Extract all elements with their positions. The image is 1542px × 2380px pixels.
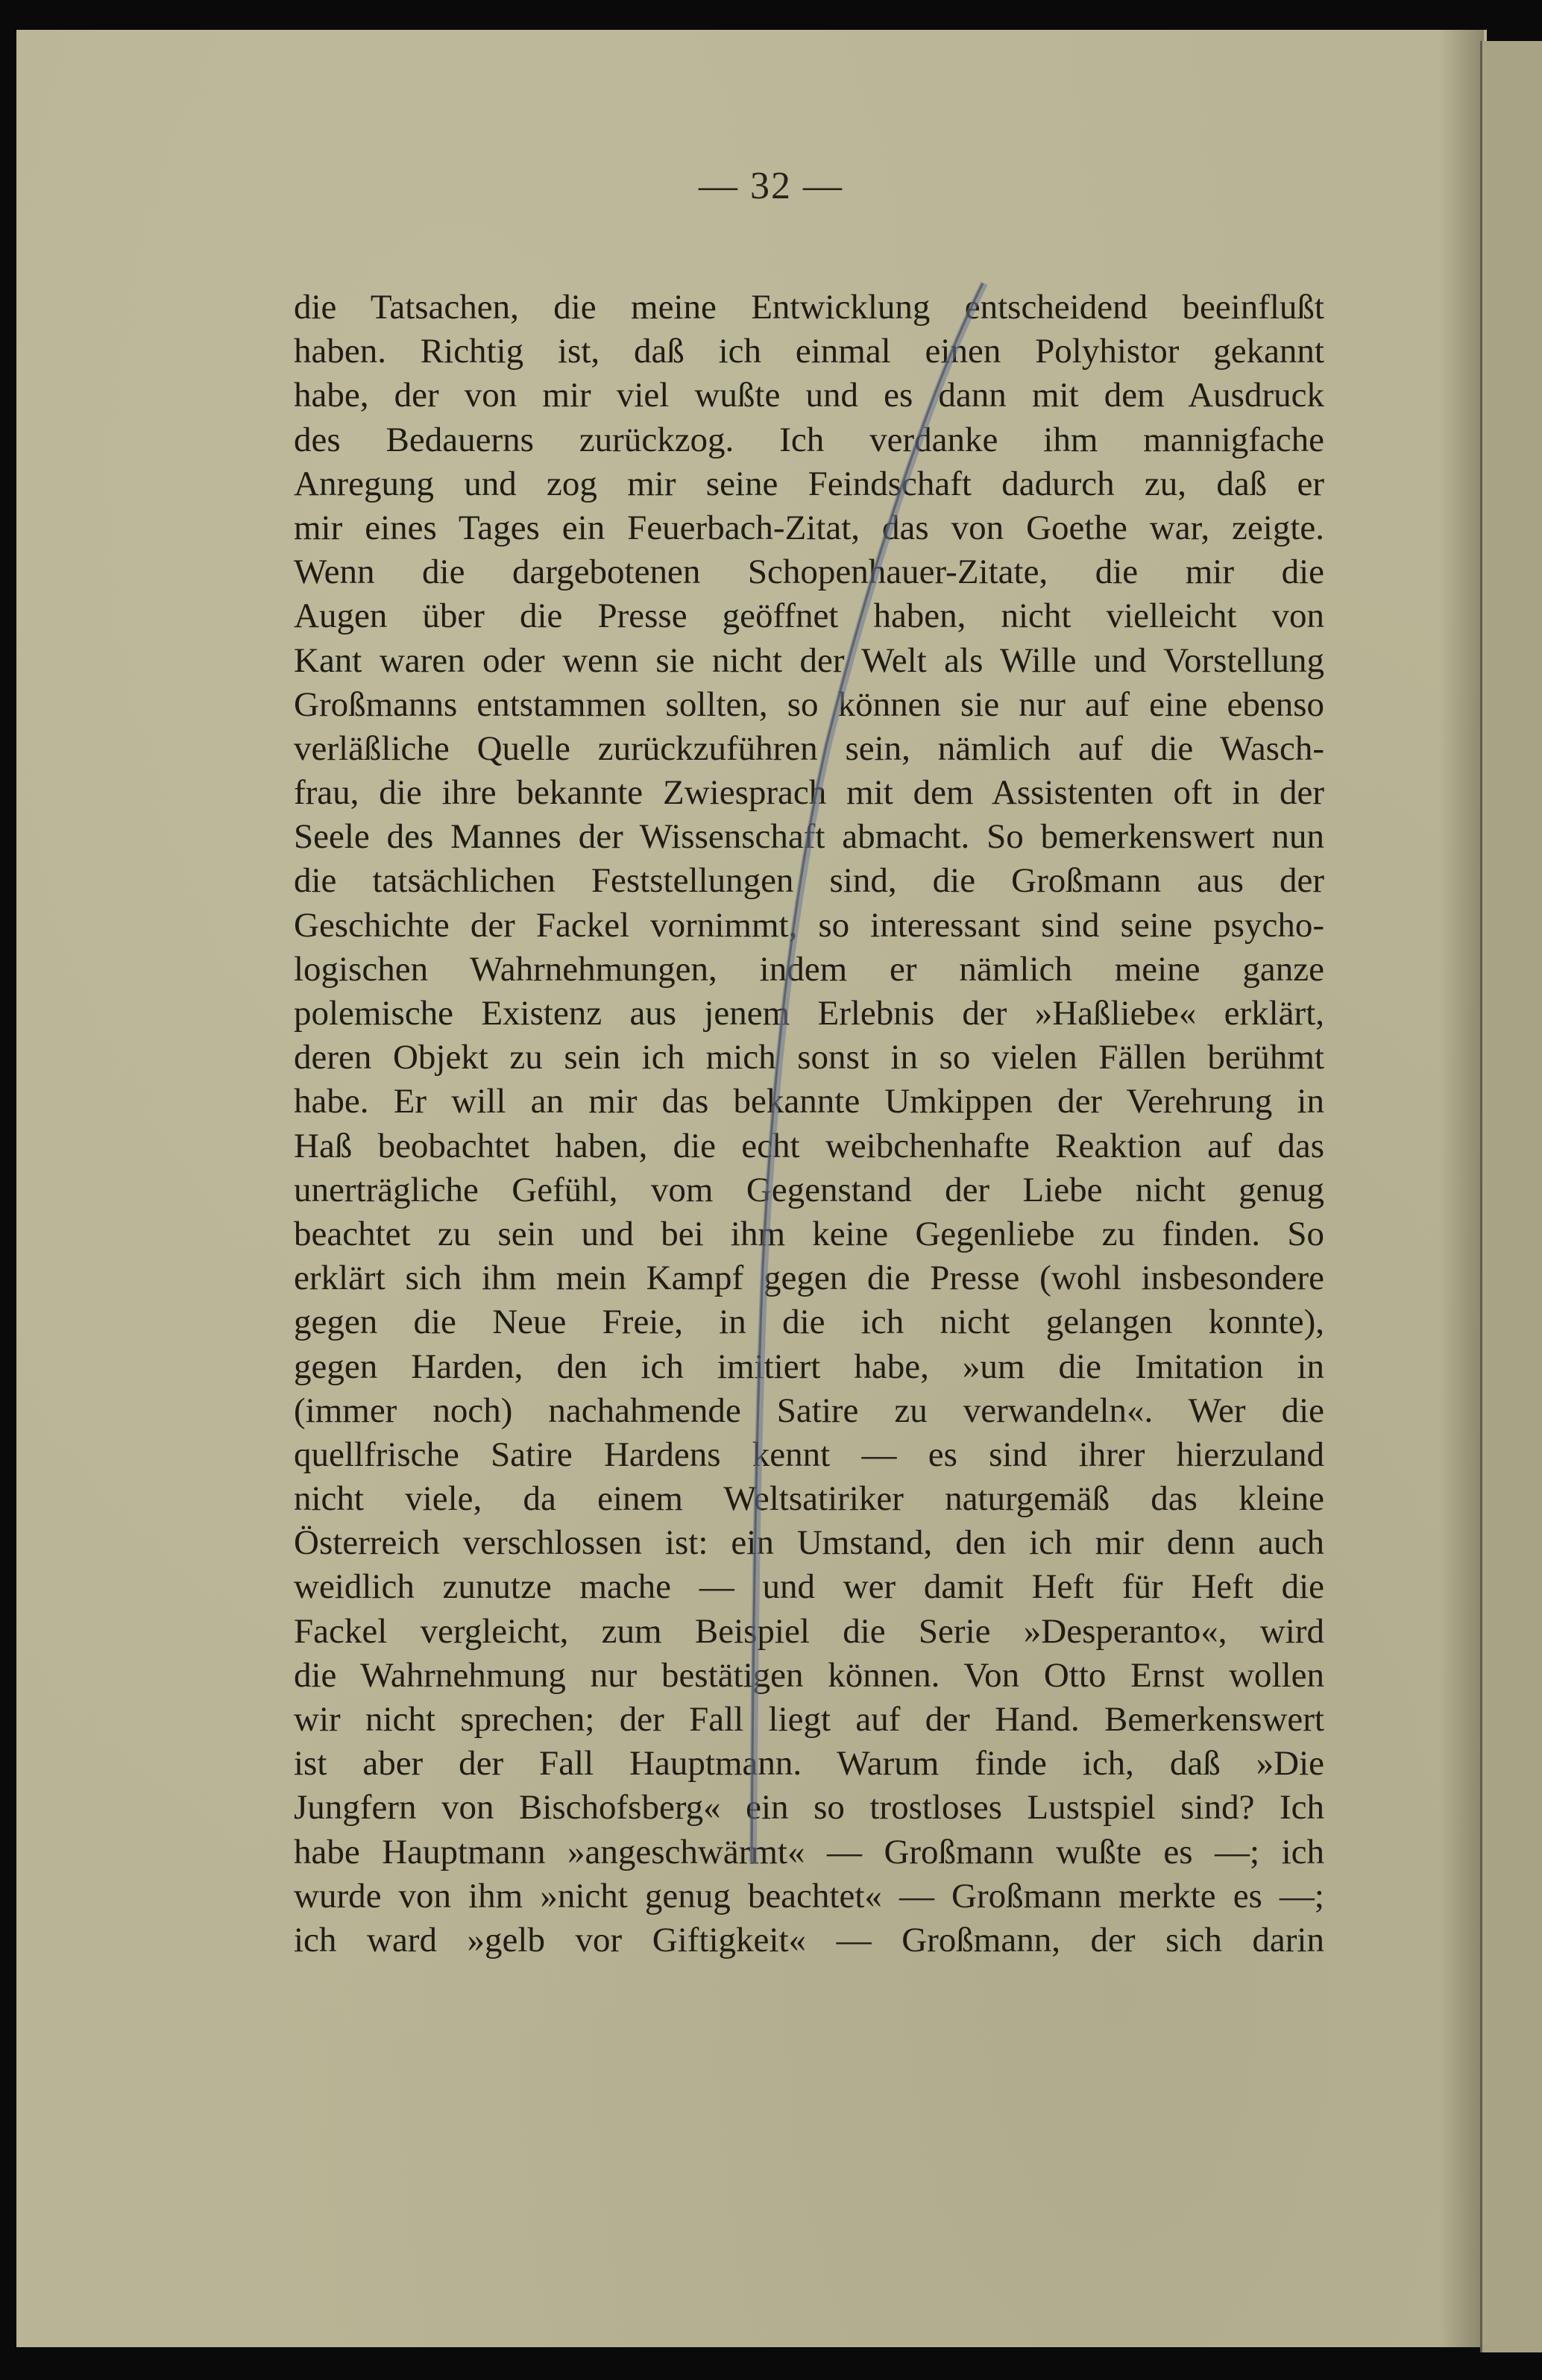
text-line: Geschichte der Fackel vornimmt, so interessant sind seine psycho- [294,905,1324,945]
text-line: gegen Harden, den ich imitiert habe, »um die Imitation in [294,1347,1324,1386]
text-line: polemische Existenz aus jenem Erlebnis der »Haßliebe« erklärt, [294,994,1324,1033]
text-line: erklärt sich ihm mein Kampf gegen die Presse (wohl insbesondere [294,1259,1324,1298]
text-line: beachtet zu sein und bei ihm keine Gegenliebe zu finden. So [294,1214,1324,1253]
text-line: quellfrische Satire Hardens kennt — es sind ihrer hierzuland [294,1435,1324,1474]
text-line: habe. Er will an mir das bekannte Umkippen der Verehrung in [294,1082,1324,1121]
text-line: die tatsächlichen Feststellungen sind, die Großmann aus der [294,861,1324,901]
text-line: die Tatsachen, die meine Entwicklung entscheidend beeinflußt [294,288,1324,327]
text-line: Augen über die Presse geöffnet haben, nicht vielleicht von [294,596,1324,636]
text-line: (immer noch) nachahmende Satire zu verwandeln«. Wer die [294,1391,1324,1430]
text-line: Großmanns entstammen sollten, so können sie nur auf eine ebenso [294,684,1324,724]
text-line: Seele des Mannes der Wissenschaft abmacht. So bemerkenswert nun [294,817,1324,857]
text-line: Anregung und zog mir seine Feindschaft dadurch zu, daß er [294,464,1324,503]
page-number: — 32 — [699,165,843,207]
text-line: weidlich zunutze mache — und wer damit Heft für Heft die [294,1567,1324,1607]
text-line: Fackel vergleicht, zum Beispiel die Serie »Desperanto«, wird [294,1611,1324,1651]
text-line: ist aber der Fall Hauptmann. Warum finde ich, daß »Die [294,1744,1324,1784]
adjacent-page-edge [1480,41,1542,2352]
text-line: nicht viele, da einem Weltsatiriker naturgemäß das kleine [294,1479,1324,1519]
text-line: haben. Richtig ist, daß ich einmal einen Polyhistor gekannt [294,332,1324,371]
text-line: des Bedauerns zurückzog. Ich verdanke ihm mannigfache [294,420,1324,459]
text-line: wurde von ihm »nicht genug beachtet« — Großmann merkte es —; [294,1876,1324,1915]
text-line: logischen Wahrnehmungen, indem er nämlich meine ganze [294,949,1324,989]
text-line: frau, die ihre bekannte Zwiesprach mit dem Assistenten oft in der [294,773,1324,813]
text-line: ich ward »gelb vor Giftigkeit« — Großmann, der sich darin [294,1920,1324,1959]
text-line: wir nicht sprechen; der Fall liegt auf der Hand. Bemerkenswert [294,1700,1324,1739]
text-line: Kant waren oder wenn sie nicht der Welt als Wille und Vorstellung [294,640,1324,680]
text-line: mir eines Tages ein Feuerbach-Zitat, das von Goethe war, zeigte. [294,508,1324,547]
text-line: Österreich verschlossen ist: ein Umstand, den ich mir denn auch [294,1523,1324,1563]
text-line: Jungfern von Bischofsberg« ein so trostloses Lustspiel sind? Ich [294,1788,1324,1828]
spine-shadow [1439,30,1484,2347]
text-line: habe, der von mir viel wußte und es dann mit dem Ausdruck [294,376,1324,415]
text-line: Wenn die dargebotenen Schopenhauer-Zitate, die mir die [294,552,1324,592]
text-line: unerträgliche Gefühl, vom Gegenstand der Liebe nicht genug [294,1170,1324,1209]
body-text [294,286,1324,1962]
text-line: verläßliche Quelle zurückzuführen sein, nämlich auf die Wasch- [294,728,1324,768]
text-line: habe Hauptmann »angeschwärmt« — Großmann wußte es —; ich [294,1832,1324,1871]
text-line: deren Objekt zu sein ich mich sonst in so vielen Fällen berühmt [294,1038,1324,1077]
text-line: gegen die Neue Freie, in die ich nicht gelangen konnte), [294,1303,1324,1342]
text-line: Haß beobachtet haben, die echt weibchenhafte Reaktion auf das [294,1126,1324,1165]
text-line: die Wahrnehmung nur bestätigen können. Von Otto Ernst wollen [294,1655,1324,1695]
